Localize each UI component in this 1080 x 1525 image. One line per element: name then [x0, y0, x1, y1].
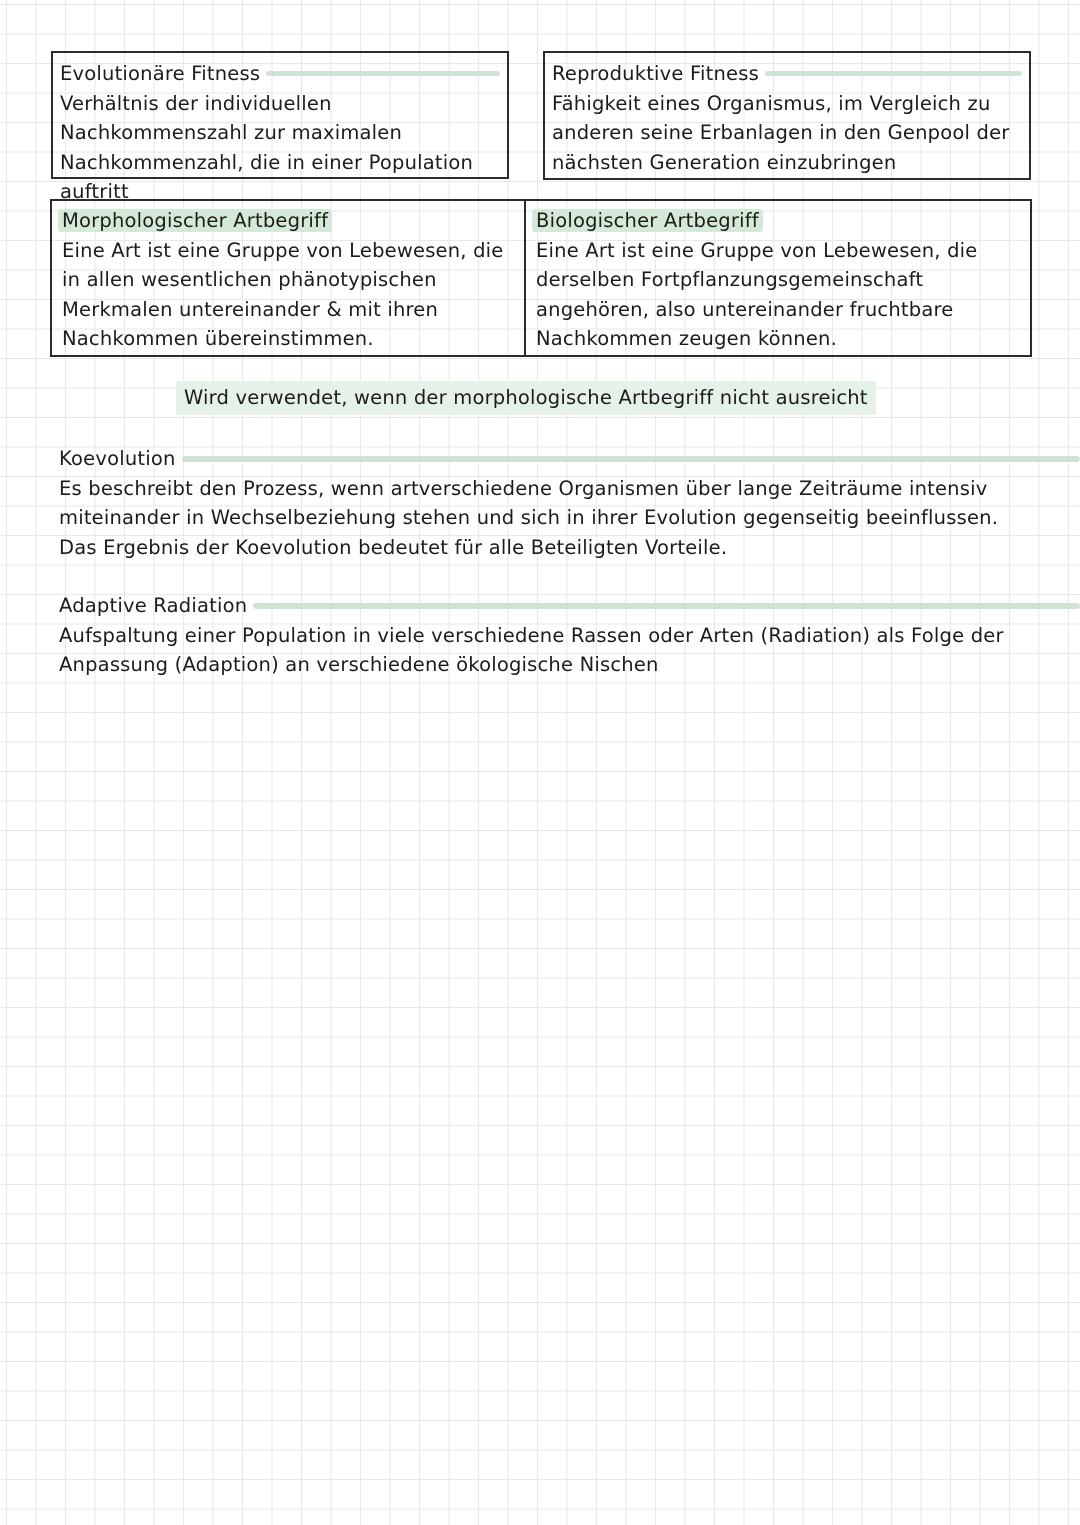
biological-species-heading [532, 206, 1028, 236]
evolutionary-fitness-heading [60, 59, 500, 89]
adaptive-radiation-definition: Aufspaltung einer Population in viele verschiedene Rassen oder Arten (Radiation) als Folge der Anpassung (Adaption) an verschiedene ökologische Nischen [59, 623, 1004, 676]
adaptive-radiation-heading [59, 591, 1080, 621]
morphological-species-title: Morphologischer Artbegriff [58, 209, 332, 232]
evolutionary-fitness-box [51, 51, 509, 203]
biological-species-title: Biologischer Artbegriff [532, 209, 763, 232]
koevolution-section [59, 444, 1080, 562]
biological-species-definition: Eine Art ist eine Gruppe von Lebewesen, die derselben Fortpflanzungsgemeinschaft angehören, also untereinander fruchtbare Nachkommen zeugen können. [536, 238, 978, 350]
reproductive-fitness-definition: Fähigkeit eines Organismus, im Vergleich zu anderen seine Erbanlagen in den Genpool der nächsten Generation einzubringen [552, 91, 1010, 174]
reproductive-fitness-heading [552, 59, 1022, 89]
adaptive-radiation-title: Adaptive Radiation [59, 594, 248, 617]
morphological-species-concept [58, 206, 518, 354]
species-concepts-divider [524, 199, 526, 357]
biological-species-concept [532, 206, 1028, 354]
morphological-species-heading [58, 206, 518, 236]
reproductive-fitness-title: Reproduktive Fitness [552, 62, 759, 85]
evolutionary-fitness-definition: Verhältnis der individuellen Nachkommenszahl zur maximalen Nachkommenzahl, die in einer Population auftritt [60, 91, 474, 203]
morphological-species-definition: Eine Art ist eine Gruppe von Lebewesen, die in allen wesentlichen phänotypischen Merkmalen untereinander & mit ihren Nachkommen übereinstimmen. [62, 238, 504, 350]
title-underline [182, 456, 1080, 462]
koevolution-definition: Es beschreibt den Prozess, wenn artverschiedene Organismen über lange Zeiträume intensiv miteinander in Wechselbeziehung stehen und sich in ihrer Evolution gegenseitig beeinflussen. Das Ergebnis der Koevolution bedeutet für alle Beteiligten Vorteile. [59, 476, 999, 559]
title-underline [253, 603, 1080, 609]
koevolution-heading [59, 444, 1080, 474]
title-underline [765, 71, 1022, 76]
biological-species-usage-note: Wird verwendet, wenn der morphologische Artbegriff nicht ausreicht [176, 381, 876, 415]
adaptive-radiation-section [59, 591, 1080, 680]
reproductive-fitness-box [543, 51, 1031, 180]
evolutionary-fitness-title: Evolutionäre Fitness [60, 62, 261, 85]
koevolution-title: Koevolution [59, 447, 176, 470]
title-underline [266, 71, 500, 76]
